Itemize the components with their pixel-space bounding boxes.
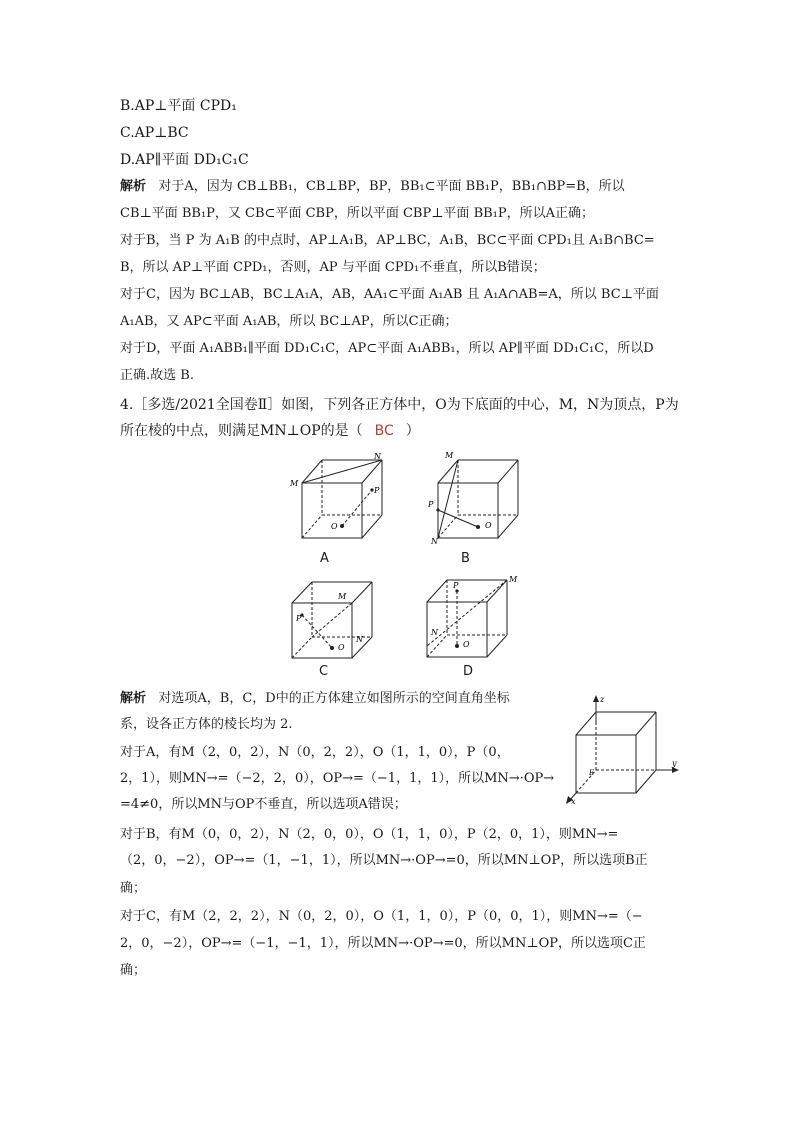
analysis3-label: 解析 [120,179,147,194]
svg-text:O: O [338,643,345,652]
option-b: B.AP⊥平面 CPD₁ [120,98,237,114]
analysis3-line5: 对于C，因为 BC⊥AB，BC⊥A₁A，AB，AA₁⊂平面 A₁AB 且 A₁A∩AB=A，所以 BC⊥平面 [120,287,659,302]
caption-b: B [461,551,470,566]
analysis3-line2: CB⊥平面 BB₁P，又 CB⊂平面 CBP，所以平面 CBP⊥平面 BB₁P，所以A正确； [120,206,595,221]
coordinate-cube-figure [560,690,685,805]
caption-c: C [319,664,329,679]
caption-a: A [320,551,329,566]
analysis4-label: 解析 [120,691,147,706]
option-c: C.AP⊥BC [120,125,189,141]
svg-text:O: O [485,521,492,530]
caption-d: D [463,664,474,679]
label-o: O [331,522,338,531]
axis-x: x [571,797,576,805]
analysis4-line8: 确； [120,881,147,896]
svg-text:N: N [431,537,438,545]
option-d: D.AP∥平面 DD₁C₁C [120,152,249,168]
analysis3-line7: 对于D，平面 A₁ABB₁∥平面 DD₁C₁C，AP⊂平面 A₁ABB₁，所以 AP∥平面 DD₁C₁C，所以D [120,341,654,356]
answer-text: BC [374,423,394,439]
analysis4-line9: 对于C，有M（2，2，2），N（0，2，0），O（1，1，0），P（0，0，1），则MN→=（− [120,909,643,924]
svg-text:M: M [445,451,454,460]
analysis4-line10: 2，0，−2），OP→=（−1，−1，1），所以MN→·OP→=0，所以MN⊥OP，所以选项C正 [120,936,646,951]
analysis4-line1: 解析 对选项A，B，C，D中的正方体建立如图所示的空间直角坐标 [120,691,510,706]
label-n: N [374,452,381,461]
svg-text:P: P [453,581,459,590]
analysis4-line6: 对于B，有M（0，0，2），N（2，0，0），O（1，1，0），P（2，0，1），则MN→= [120,827,619,842]
svg-text:N: N [356,635,363,644]
axis-y: y [672,759,677,768]
analysis4-line2: 系，设各正方体的棱长均为 2. [120,717,293,732]
analysis4-line5: =4≠0，所以MN与OP不垂直，所以选项A错误； [120,797,407,812]
svg-text:N: N [431,628,438,637]
cube-figure-d [420,575,520,665]
cube-figure-c [283,575,383,665]
svg-text:M: M [509,575,518,584]
analysis4-line3: 对于A，有M（2，0，2），N（0，2，2），O（1，1，0），P（0， [120,745,510,760]
analysis4-line7: （2，0，−2），OP→=（1，−1，1），所以MN→·OP→=0，所以MN⊥OP，所以选项B正 [120,853,648,868]
analysis3-line3: 对于B，当 P 为 A₁B 的中点时，AP⊥A₁B，AP⊥BC，A₁B，BC⊂平面 CPD₁且 A₁B∩BC= [120,233,655,248]
analysis4-line4: 2，1），则MN→=（−2，2，0），OP→=（−1，1，1），所以MN→·OP→ [120,771,555,786]
analysis3-line6: A₁AB，又 AP⊂平面 A₁AB，所以 BC⊥AP，所以C正确； [120,314,458,329]
analysis4-line11: 确； [120,963,147,978]
svg-text:O: O [463,640,470,649]
analysis3-line8: 正确.故选 B. [120,368,194,383]
analysis3-line1: 解析 对于A，因为 CB⊥BB₁，CB⊥BP，BP，BB₁⊂平面 BB₁P，BB₁∩BP=B，所以 [120,179,625,194]
point-e: E [589,769,595,777]
analysis3-line4: B，所以 AP⊥平面 CPD₁，否则，AP 与平面 CPD₁不垂直，所以B错误； [120,260,546,275]
question4-line2: 所在棱的中点，则满足MN⊥OP的是（ BC ） [120,423,420,439]
svg-text:P: P [296,614,302,623]
question4-line1: 4.［多选/2021全国卷Ⅱ］如图，下列各正方体中，O为下底面的中心，M，N为顶点，P为 [120,397,679,413]
svg-text:M: M [338,592,347,601]
label-m: M [290,479,299,488]
cube-figure-a [285,450,385,545]
cube-figure-b [425,450,525,545]
label-p: P [374,486,380,495]
axis-z: z [600,695,605,704]
svg-text:P: P [428,500,434,509]
